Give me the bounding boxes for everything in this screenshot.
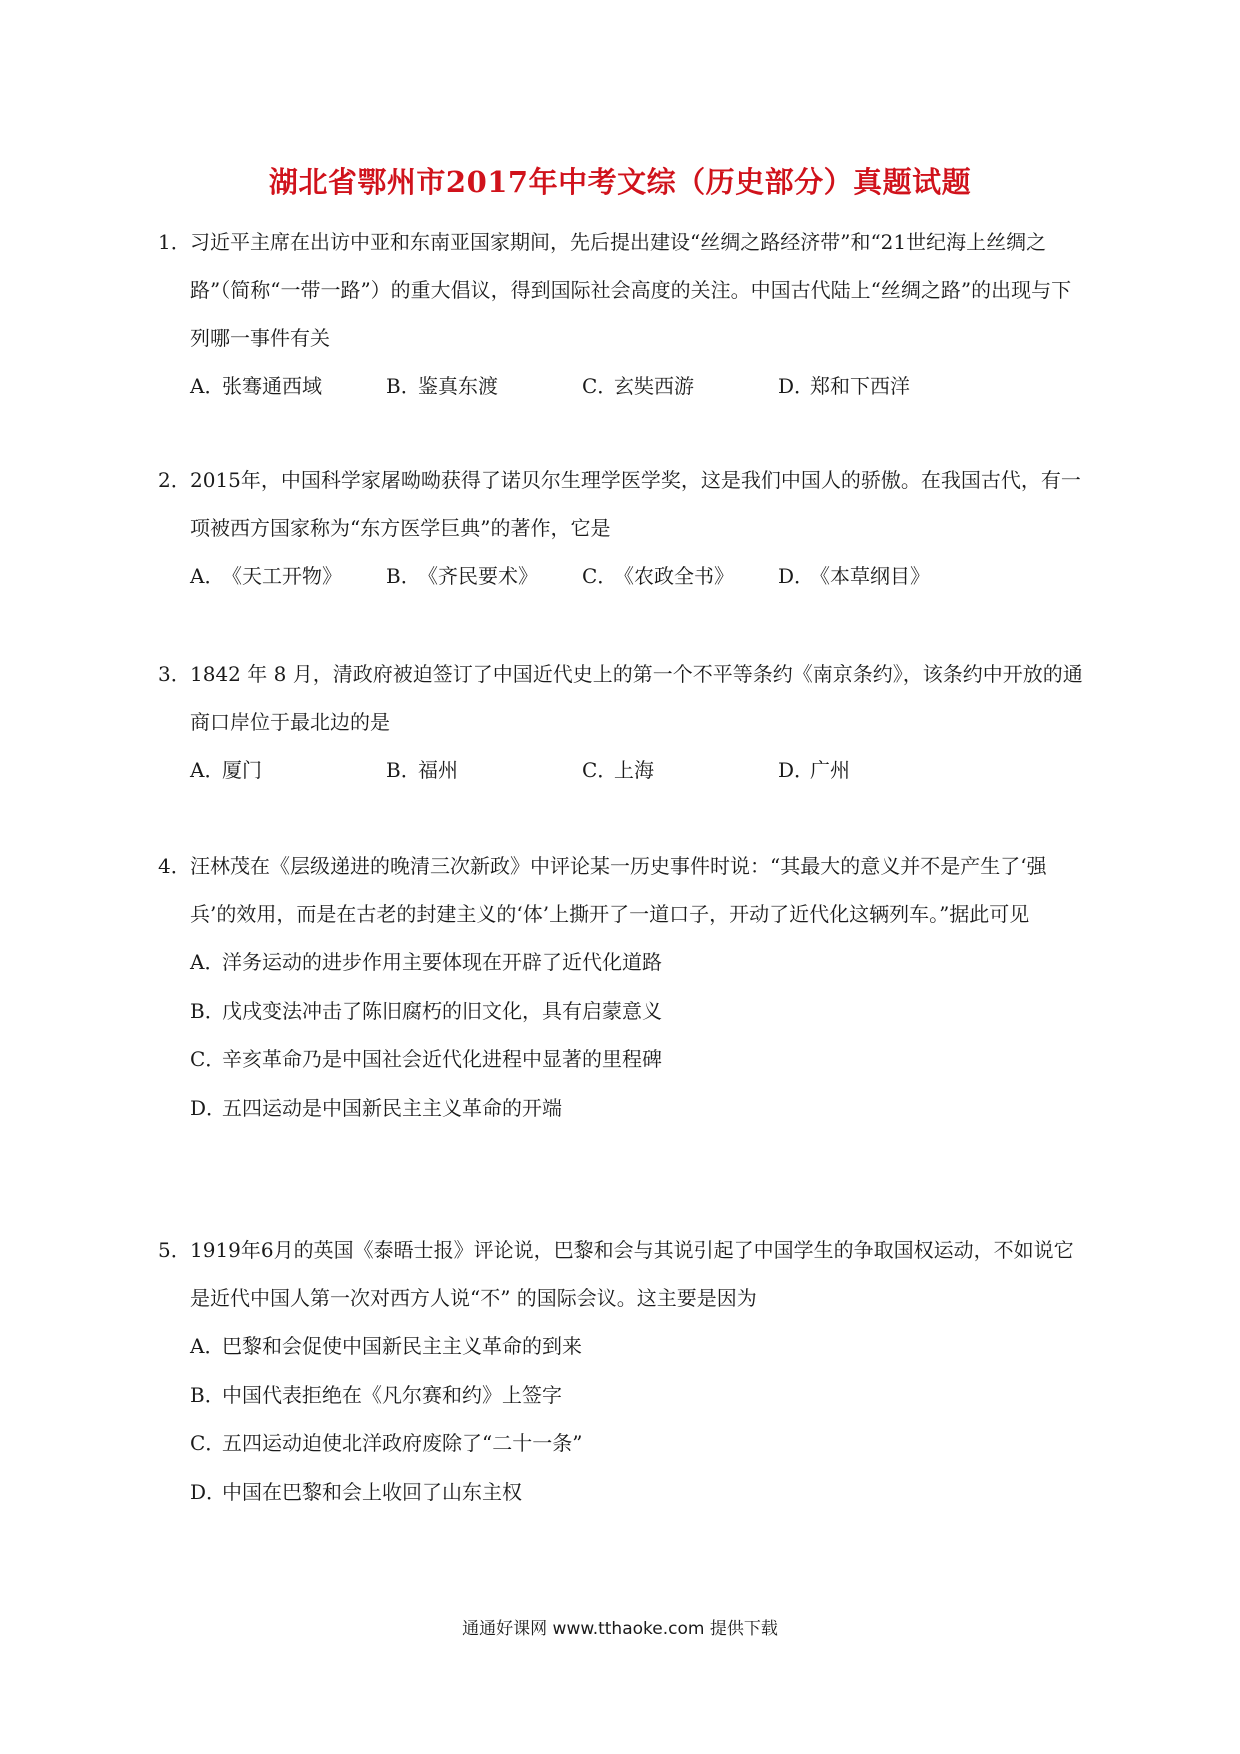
question-stem	[158, 650, 1088, 746]
option-text: 巴黎和会促使中国新民主主义革命的到来	[222, 1334, 582, 1358]
option-text: 鉴真东渡	[418, 374, 498, 398]
question-4	[158, 842, 1088, 1132]
option-text: 辛亥革命乃是中国社会近代化进程中显著的里程碑	[222, 1047, 662, 1071]
option-a[interactable]	[190, 362, 386, 410]
option-letter: B．	[386, 564, 421, 588]
option-text: 《本草纲目》	[810, 564, 930, 588]
option-letter: C．	[582, 758, 618, 782]
option-text: 五四运动是中国新民主主义革命的开端	[222, 1095, 562, 1120]
options	[158, 1322, 1088, 1516]
question-text: 1919年6月的英国《泰晤士报》评论说，巴黎和会与其说引起了中国学生的争取国权运动，不如说它是近代中国人第一次对西方人说“不” 的国际会议。这主要是因为	[190, 1238, 1074, 1310]
question-stem	[158, 1226, 1088, 1322]
option-a[interactable]	[190, 746, 386, 794]
question-number: 4．	[158, 854, 191, 878]
question-text: 1842 年 8 月，清政府被迫签订了中国近代史上的第一个不平等条约《南京条约》，该条约中开放的通商口岸位于最北边的是	[190, 662, 1083, 734]
question-text: 2015年，中国科学家屠呦呦获得了诺贝尔生理学医学奖，这是我们中国人的骄傲。在我国古代，有一项被西方国家称为“东方医学巨典”的著作，它是	[190, 468, 1081, 540]
option-c[interactable]	[582, 552, 778, 600]
question-1	[158, 218, 1088, 410]
option-letter: C．	[582, 374, 618, 398]
option-d[interactable]	[778, 362, 974, 410]
option-text: 《齐民要术》	[418, 564, 538, 588]
option-letter: B．	[190, 1382, 225, 1407]
question-stem	[158, 842, 1088, 938]
option-letter: D．	[778, 758, 815, 782]
option-a[interactable]	[190, 1322, 1088, 1371]
question-number: 2．	[158, 468, 191, 492]
option-b[interactable]	[386, 552, 582, 600]
options	[158, 746, 1088, 794]
option-text: 福州	[418, 758, 458, 782]
option-letter: D．	[190, 1479, 227, 1504]
option-letter: A．	[190, 758, 225, 782]
option-text: 《农政全书》	[614, 564, 734, 588]
option-letter: B．	[386, 374, 421, 398]
option-text: 郑和下西洋	[810, 374, 910, 398]
question-number: 5．	[158, 1238, 191, 1262]
option-b[interactable]	[190, 1371, 1088, 1420]
question-2	[158, 456, 1088, 600]
question-3	[158, 650, 1088, 794]
option-text: 中国在巴黎和会上收回了山东主权	[222, 1479, 522, 1504]
question-stem	[158, 218, 1088, 362]
option-text: 《天工开物》	[222, 564, 342, 588]
option-text: 洋务运动的进步作用主要体现在开辟了近代化道路	[222, 950, 662, 974]
option-letter: A．	[190, 1334, 225, 1358]
page-footer: 通通好课网 www.tthaoke.com 提供下载	[462, 1619, 778, 1639]
option-text: 广州	[810, 758, 850, 782]
option-letter: C．	[190, 1431, 226, 1455]
question-text: 汪林茂在《层级递进的晚清三次新政》中评论某一历史事件时说：“其最大的意义并不是产生了‘强兵’的效用，而是在古老的封建主义的‘体’上撕开了一道口子，开动了近代化这辆列车。”据此可见	[190, 854, 1047, 926]
option-letter: B．	[190, 998, 225, 1023]
question-text: 习近平主席在出访中亚和东南亚国家期间，先后提出建设“丝绸之路经济带”和“21世纪海上丝绸之路”（简称“一带一路”）的重大倡议，得到国际社会高度的关注。中国古代陆上“丝绸之路”的出现与下列哪一事件有关	[190, 230, 1072, 350]
option-b[interactable]	[190, 987, 1088, 1036]
options	[158, 938, 1088, 1132]
option-text: 五四运动迫使北洋政府废除了“二十一条”	[222, 1431, 583, 1455]
option-c[interactable]	[582, 746, 778, 794]
option-d[interactable]	[778, 746, 974, 794]
option-text: 玄奘西游	[614, 374, 694, 398]
option-text: 上海	[614, 758, 654, 782]
option-letter: C．	[190, 1047, 226, 1071]
option-text: 张骞通西域	[222, 374, 322, 398]
option-letter: A．	[190, 564, 225, 588]
options	[158, 552, 1088, 600]
option-letter: D．	[778, 374, 815, 398]
option-text: 厦门	[222, 758, 262, 782]
question-stem	[158, 456, 1088, 552]
option-letter: A．	[190, 950, 225, 974]
option-d[interactable]	[778, 552, 974, 600]
option-text: 中国代表拒绝在《凡尔赛和约》上签字	[222, 1382, 562, 1407]
option-b[interactable]	[386, 746, 582, 794]
option-c[interactable]	[190, 1419, 1088, 1468]
option-d[interactable]	[190, 1084, 1088, 1133]
option-letter: D．	[778, 564, 815, 588]
option-text: 戊戌变法冲击了陈旧腐朽的旧文化，具有启蒙意义	[222, 998, 662, 1023]
option-letter: B．	[386, 758, 421, 782]
option-d[interactable]	[190, 1468, 1088, 1517]
option-a[interactable]	[190, 552, 386, 600]
option-letter: D．	[190, 1095, 227, 1120]
option-c[interactable]	[190, 1035, 1088, 1084]
options	[158, 362, 1088, 410]
page-title: 湖北省鄂州市2017年中考文综（历史部分）真题试题	[268, 165, 972, 199]
option-letter: A．	[190, 374, 225, 398]
question-number: 1．	[158, 230, 191, 254]
option-b[interactable]	[386, 362, 582, 410]
option-a[interactable]	[190, 938, 1088, 987]
option-letter: C．	[582, 564, 618, 588]
question-5	[158, 1226, 1088, 1516]
question-number: 3．	[158, 662, 191, 686]
option-c[interactable]	[582, 362, 778, 410]
